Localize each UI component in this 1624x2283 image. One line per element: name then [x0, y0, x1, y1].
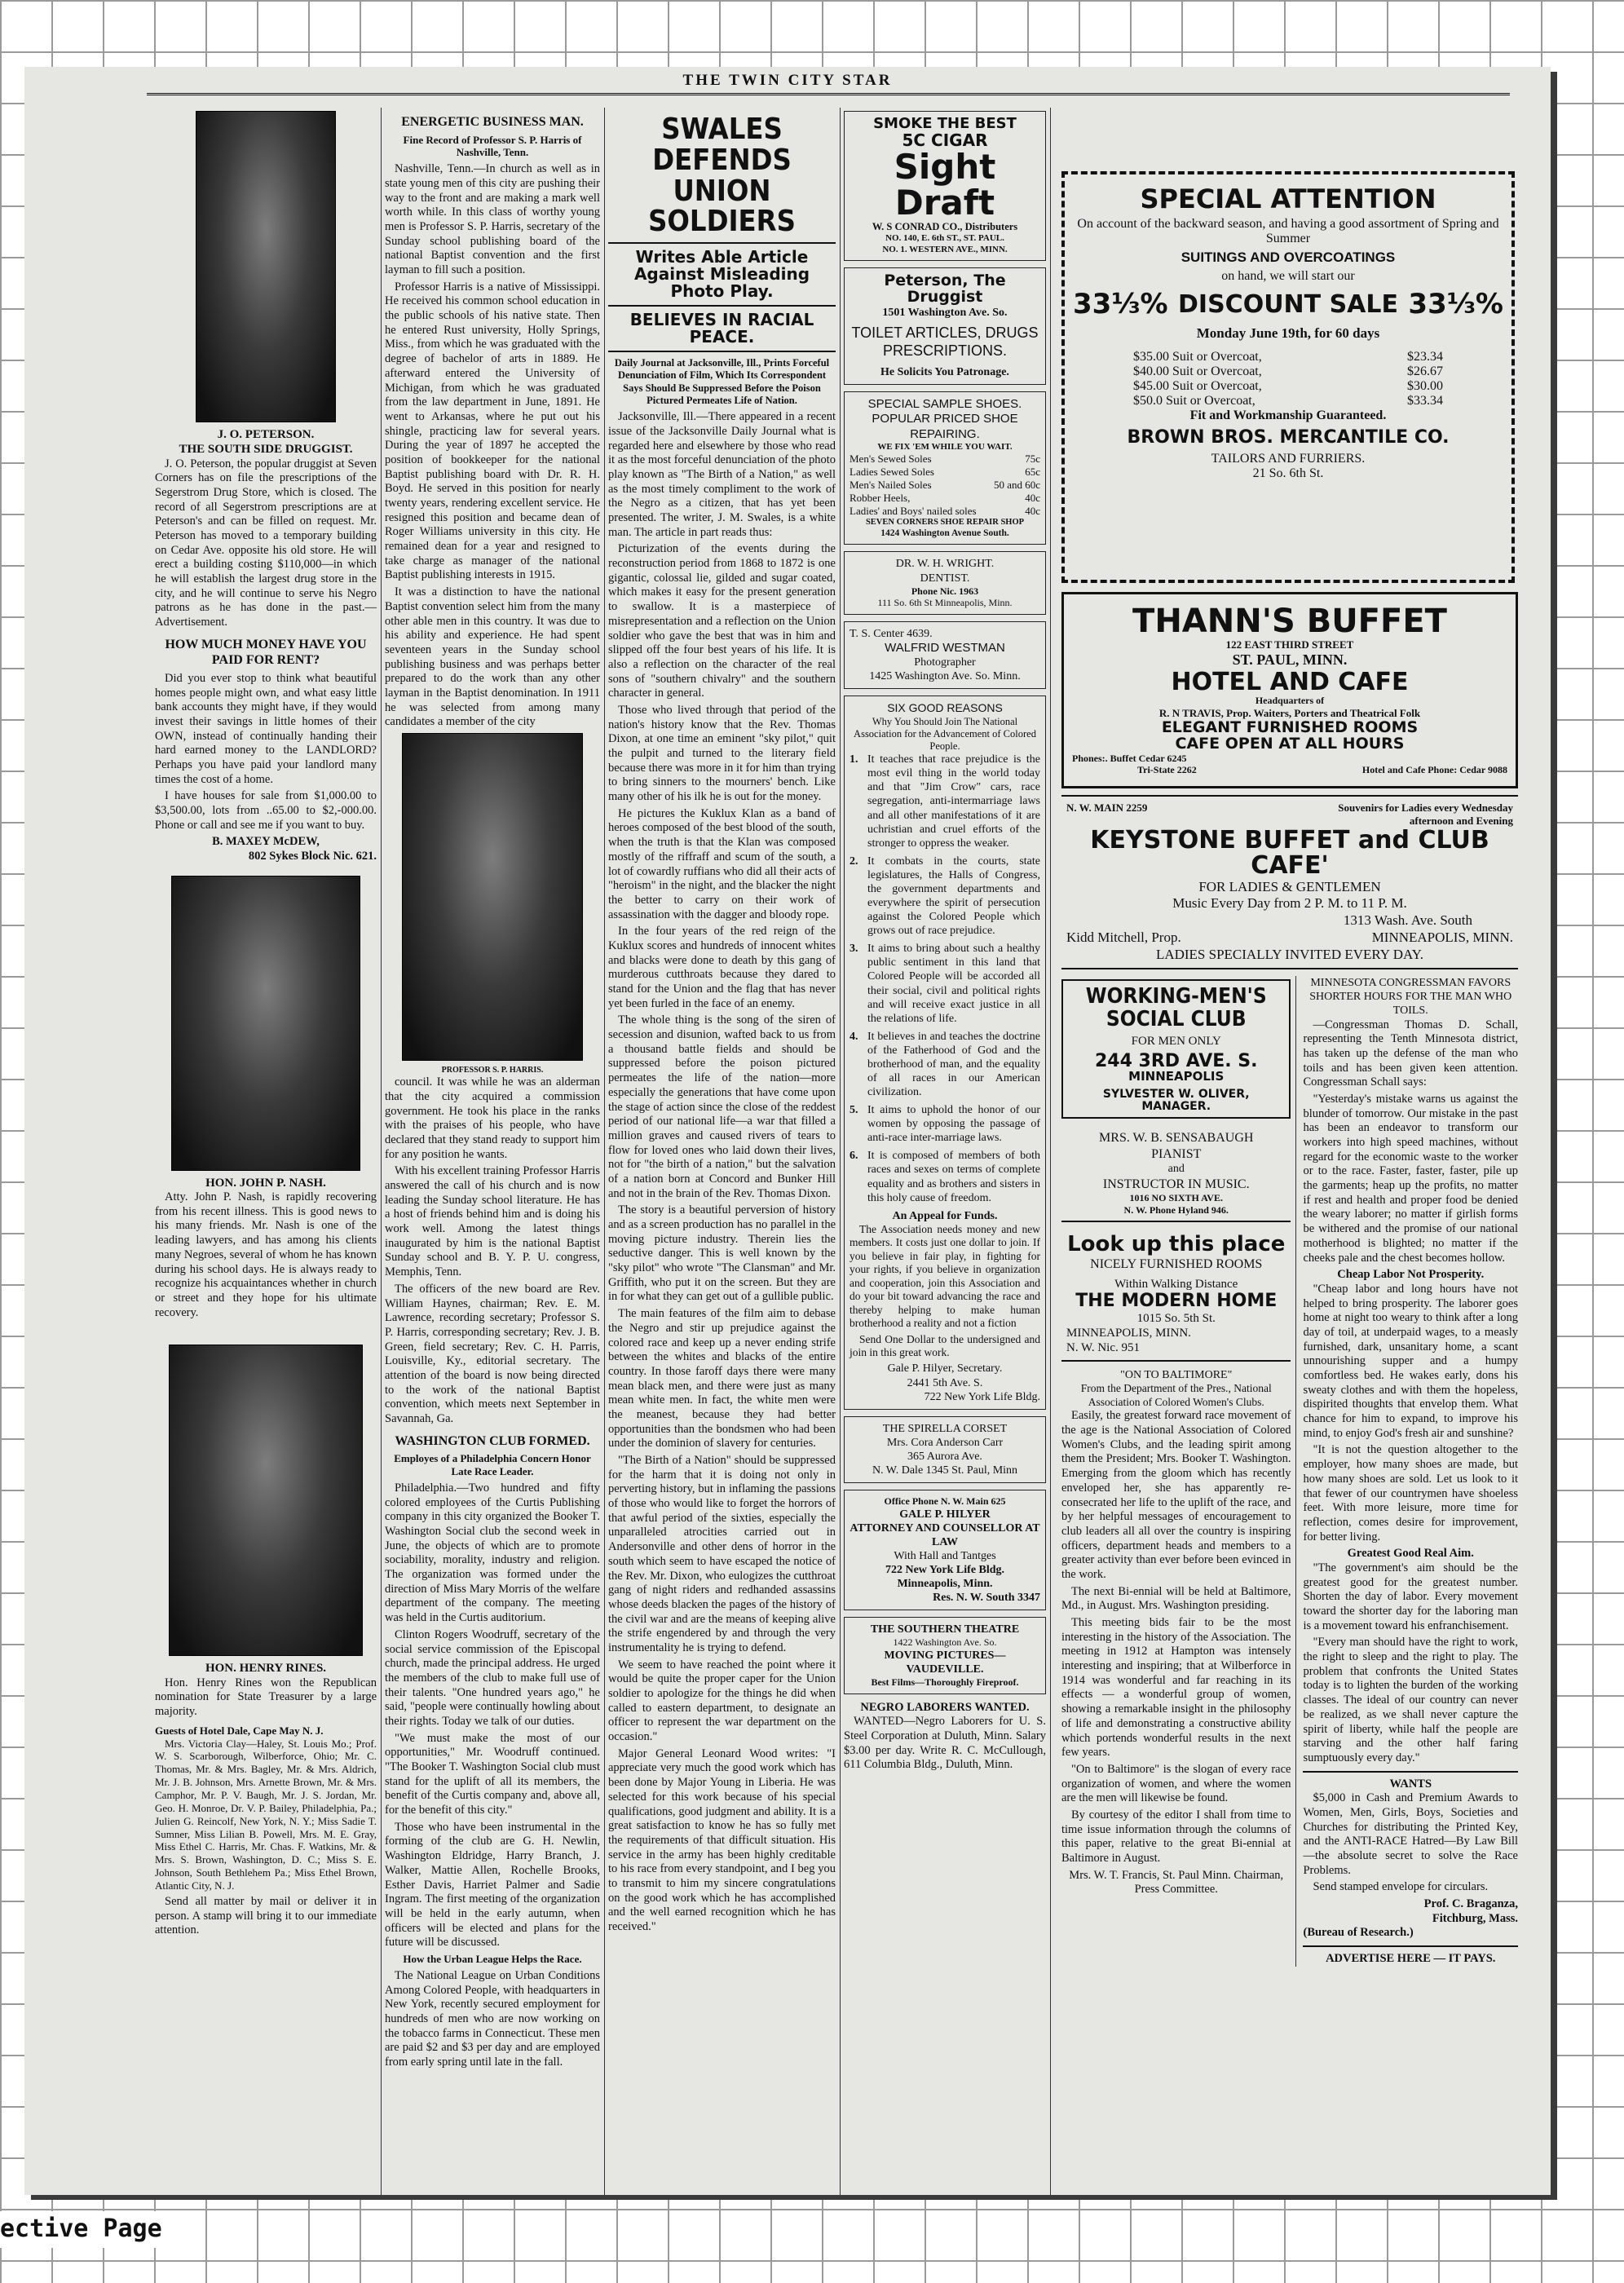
price-row [1133, 364, 1443, 379]
ad-line: 1422 Washington Ave. So. [893, 1636, 997, 1649]
article-text: Mrs. Victoria Clay—Haley, St. Louis Mo.; Prof. W. S. Scarborough, Wilberforce, Ohio; Mr. C. Thomas, Mr. & Mrs. Bagley, Mr. & Mrs. Aldrich, Mr. J. B. Johnson, Mrs. Arnette Brown, Mr. & Mrs. Camphor, Mr. P. V. Baugh, Mr. J. S. Jordan, Mr. Geo. H. Monroe, Dr. V. P. Bailey, Philadelphia, Pa.; Julien G. Reincolf, New York, N. Y.; Miss Sadie T. Sumner, Miss Lilian B. Powell, Mrs. M. E. Gray, Miss Ethel C. Harris, Mr. Chas. F. Watkins, Mr. & Mrs. S. Brown, Washington, D. C.; Miss S. E. Johnson, South Bethlehem Pa.; Miss Ethel Brown, Atlantic City, N. J. [155, 1737, 377, 1892]
article-text: This meeting bids fair to be the most interesting in the history of the Association. The meeting in 1912 at Hampton was intensely interesting and inspiring; that at Wilberforce in 1914 was wonderful and far reaching in its effects — a wonderful group of women, showing a remarkable insight in the philosophy of life and demonstrating a constructive ability which portends wonderful results in the next few years. [1061, 1616, 1291, 1760]
headline: Guests of Hotel Dale, Cape May N. J. [155, 1724, 324, 1737]
ad-line: Res. N. W. South 3347 [933, 1592, 1040, 1605]
ad-line: NO. 140, E. 6th ST., ST. PAUL. [885, 233, 1004, 244]
ad-line: 1425 Washington Ave. So. Minn. [869, 670, 1021, 683]
ad-line: N. W. Dale 1345 St. Paul, Minn [872, 1464, 1018, 1477]
attorney-ad [844, 1490, 1046, 1610]
photo-nash [171, 876, 360, 1171]
keystone-buffet-ad [1061, 795, 1518, 969]
newspaper-page [24, 67, 1551, 2195]
article-text: It was a distinction to have the national Baptist convention select him from the many other able men in this country. It was due to his ability and experience. He had spent seventeen years in the Sunday school publishing business and was perhaps better prepared to do the work than any other layman in the Baptist denomination. In 1911 he was selected from among many candidates a member of the city [385, 585, 600, 729]
price-list [850, 453, 1040, 517]
ad-heading: DISCOUNT SALE [1178, 289, 1398, 319]
ad-line: SEVEN CORNERS SHOE REPAIR SHOP [865, 517, 1025, 527]
article-text: I have houses for sale from $1,000.00 to $3,500.00, lots from ..65.00 to $2,-000.00. Phone or call and see me if you want to buy. [155, 789, 377, 832]
article-text: "Yesterday's mistake warns us against the blunder of tomorrow. Our mistake in the past has been an endeavor to transform our workers into high speed machines, without regard for the economic waste to the worker or to the race. Faster, faster, faster, pile up the garments; heap up the profits, no matter if rest and health and proper food be denied the weary laborer; no matter if girlish forms be withered and the promise of our national motherhood is blighted; no matter if the cheeks pale and the chest becomes hollow. [1303, 1092, 1518, 1265]
article-text: "On to Baltimore" is the slogan of every race organization of women, and where the women are the men will likewise be found. [1061, 1762, 1291, 1805]
ad-brand: Sight Draft [894, 146, 996, 223]
ad-line: Headquarters of [1255, 695, 1325, 707]
reasons-list [850, 753, 1040, 1204]
price-item: $40.00 Suit or Overcoat, [1133, 364, 1262, 379]
divider [608, 351, 836, 352]
article-text: In the four years of the red reign of the Kuklux scores and hundreds of innocent whites and blacks were done to death by this gang of murderous cutthroats because they dared to stand for the Union and the flag that has never yet been furled in the face of an enemy. [608, 925, 836, 1010]
headline: THE SOUTH SIDE DRUGGIST. [179, 443, 353, 457]
ad-line: Phone Nic. 1963 [911, 585, 979, 597]
cigar-ad [844, 111, 1046, 261]
ad-line: 5C CIGAR [902, 130, 988, 150]
article-text: With his excellent training Professor Harris answered the call of his church and is now leading the Sunday school literature. He has a host of friends behind him and is doing his work well. Among the latest things inaugurated by him is the national Baptist Sunday school and B. Y. P. U. congress, Memphis, Tenn. [385, 1164, 600, 1279]
signature: Mrs. W. T. Francis, St. Paul Minn. Chairman, Press Committee. [1069, 1868, 1284, 1897]
ad-line: on hand, we will start our [1221, 268, 1355, 283]
article-text: Did you ever stop to think what beautiful homes people might own, and what easy little bank accounts they might have, if they would invest their savings in little homes of their OWN, instead of continually handing their hard earned money to the LANDLORD? Perhaps you have paid your landlord many times the cost of a home. [155, 671, 377, 786]
headline: NEGRO LABORERS WANTED. [860, 1700, 1030, 1714]
ad-line: MRS. W. B. SENSABAUGH [1099, 1131, 1254, 1146]
ad-line: N. W. MAIN 2259 [1066, 801, 1148, 814]
divider [1303, 1771, 1518, 1773]
reason-number: 4. [850, 1030, 858, 1043]
column-2 [385, 108, 600, 2179]
article-text: "Cheap labor and long hours have not helped to bring prosperity. The laborer goes home at night too weary to think after a long day of toil, at underpaid wages, to a measly furnished, dark, unsanitary home, a scant unnourishing supper and a humpy comfortless bed. He wakes early, dons his sweaty clothes and with them the hopeless, dispirited thoughts that envelop them. What chance for him to expand, to improve his mind, to enjoy God's fresh air and sunshine? [1303, 1282, 1518, 1440]
column-3 [608, 108, 836, 2179]
ad-heading: KEYSTONE BUFFET and CLUB CAFE' [1090, 825, 1489, 881]
reason-number: 6. [850, 1150, 858, 1163]
ad-line: NO. 1. WESTERN AVE., MINN. [882, 244, 1008, 254]
photo-caption: HON. HENRY RINES. [205, 1662, 327, 1676]
price-value: $23.34 [1407, 350, 1443, 364]
reason-text: It believes in and teaches the doctrine of the Fatherhood of God and the brotherhood of man, and the equality of all races in our American civilization. [867, 1030, 1040, 1099]
ad-line: MINNEAPOLIS [1128, 1069, 1225, 1084]
ad-line: 21 So. 6th St. [1252, 466, 1324, 481]
headline: WASHINGTON CLUB FORMED. [395, 1433, 590, 1448]
ad-line: ST. PAUL, MINN. [1232, 651, 1348, 668]
ad-line: Peterson, The Druggist [884, 272, 1006, 307]
reason-item [850, 942, 1040, 1025]
signature: B. MAXEY McDEW, [212, 835, 320, 849]
article-text: "The government's aim should be the greatest good for the greatest number. Shorten the day of labor. Every movement toward the shorter day for the laboring man is a movement toward his enfranchisement. [1303, 1561, 1518, 1632]
ad-line: 111 So. 6th St Minneapolis, Minn. [877, 597, 1013, 609]
ad-line: N. W. Nic. 951 [1066, 1341, 1140, 1355]
price-row [850, 505, 1040, 518]
ad-heading: BROWN BROS. MERCANTILE CO. [1127, 427, 1450, 448]
discount-figure: 33⅓% [1073, 287, 1168, 320]
price-row [850, 479, 1040, 492]
notice-subheading: Why You Should Join The National Association for the Advancement of Colored People. [854, 715, 1036, 752]
ad-line: W. S CONRAD CO., Distributers [872, 221, 1018, 233]
ad-line: SPECIAL SAMPLE SHOES. [867, 397, 1022, 412]
price-item: Men's Sewed Soles [850, 453, 932, 466]
modern-home-ad [1061, 1229, 1291, 1362]
article-text: "We must make the most of our opportunities," Mr. Woodruff continued. "The Booker T. Washington Social club must stand for the uplift of all its members, the benefit of the Curtis company and, above all, for the benefit of this city." [385, 1731, 600, 1817]
ad-line: SMOKE THE BEST [873, 115, 1017, 132]
ad-line: and [1167, 1163, 1185, 1176]
price-row [1133, 394, 1443, 408]
ad-line: Office Phone N. W. Main 625 [884, 1495, 1006, 1507]
ad-line: 1501 Washington Ave. So. [882, 307, 1008, 320]
page-tab-label: ective Page [0, 2211, 170, 2248]
price-row [1133, 379, 1443, 394]
photo-rines [169, 1345, 363, 1656]
notice-text: Send One Dollar to the undersigned and join in this great work. [850, 1332, 1040, 1358]
ad-line: T. S. Center 4639. [850, 627, 933, 640]
reason-number: 3. [850, 943, 858, 956]
ad-line: WALFRID WESTMAN [885, 640, 1005, 655]
price-item: Ladies Sewed Soles [850, 466, 934, 479]
column-divider [381, 108, 382, 2195]
reason-item [850, 1149, 1040, 1204]
corset-ad [844, 1416, 1046, 1483]
article-text: The story is a beautiful perversion of history and as a screen production has no parallel in the moving picture industry. Therein lies the seductive danger. This is well known by the "sky pilot" who wrote "The Clansman" and Mr. Griffith, who put it on the screen. But they are in for what they can get out of a gullible public. [608, 1203, 836, 1304]
price-item: Men's Nailed Soles [850, 479, 932, 492]
ad-line: 1313 Wash. Ave. South [1343, 912, 1472, 929]
article-text: council. It was while he was an alderman that the city acquired a commission government. He took his place in the ranks with the praises of his people, who have declared that they stand ready to support him for any position he wants. [385, 1075, 600, 1161]
ad-line: FOR MEN ONLY [1131, 1034, 1221, 1048]
column-divider [1050, 108, 1051, 2195]
ad-line: Mrs. Cora Anderson Carr [886, 1436, 1004, 1449]
ad-line: Within Walking Distance [1114, 1278, 1238, 1292]
column-divider [604, 108, 605, 2195]
column-divider [840, 108, 841, 2195]
reason-item [850, 753, 1040, 850]
photo-harris [402, 733, 583, 1061]
ad-line: SUITINGS AND OVERCOATINGS [1180, 249, 1396, 265]
photo-caption: HON. JOHN P. NASH. [205, 1176, 326, 1190]
article-text: By courtesy of the editor I shall from time to time issue information through the columns of this paper, relative to the great Bi-ennial at Baltimore in August. [1061, 1808, 1291, 1866]
price-row [850, 492, 1040, 505]
price-item: $50.0 Suit or Overcoat, [1133, 394, 1256, 408]
ad-line: POPULAR PRICED SHOE REPAIRING. [872, 412, 1018, 441]
ad-line: THE SOUTHERN THEATRE [870, 1623, 1020, 1636]
dentist-ad [844, 551, 1046, 614]
ad-line: NICELY FURNISHED ROOMS [1090, 1256, 1263, 1271]
ad-line: 244 3RD AVE. S. [1094, 1051, 1258, 1072]
ad-heading: THANN'S BUFFET [1132, 603, 1447, 640]
price-row [850, 453, 1040, 466]
reason-text: It combats in the courts, state legislatures, the Halls of Congress, the government departments and everywhere the spirit of persecution against the Colored People which grows out of race prejudice. [867, 854, 1040, 938]
headline: HOW MUCH MONEY HAVE YOU PAID FOR RENT? [165, 637, 367, 668]
price-row [850, 466, 1040, 479]
divider [608, 305, 836, 307]
subheadline: Employes of a Philadelphia Concern Honor Late Race Leader. [394, 1452, 591, 1478]
theatre-ad [844, 1617, 1046, 1693]
column-1 [155, 108, 377, 2179]
headline: ENERGETIC BUSINESS MAN. [401, 115, 584, 129]
advertise-notice: ADVERTISE HERE — IT PAYS. [1326, 1952, 1496, 1966]
ad-line: Souvenirs for Ladies every Wednesday afternoon and Evening [1338, 801, 1513, 827]
subheadline: Greatest Good Real Aim. [1347, 1547, 1474, 1561]
article-text: Major General Leonard Wood writes: "I appreciate very much the good work which has been done by Major Young in Liberia. He was selected for this work because of his special qualifications, good judgment and ability. It is a great satisfaction to know he has so fully met the requirements of that difficult situation. His service in the army has been highly creditable to his race from every standpoint, and I beg you to transmit to him my sincere congratulations on the good work which he has accomplished and the well earned recognition which he has received." [608, 1746, 836, 1933]
address: (Bureau of Research.) [1303, 1926, 1414, 1940]
ad-line: PIANIST [1151, 1146, 1202, 1161]
headline: "ON TO BALTIMORE" [1120, 1369, 1233, 1382]
ad-line: 365 Aurora Ave. [907, 1450, 982, 1463]
ad-line: 122 EAST THIRD STREET [1225, 638, 1354, 651]
article-text: Easily, the greatest forward race movement of the age is the National Association of Colored Women's Clubs, and the leading spirit among them the President; Mrs. Booker T. Washington. Emerging from the gloom which has recently enveloped her, she has apparently re-consecrated her life to the uplift of the race, and by her helpful messages of encouragement to club leaders all all over the country is inspiring officers, department heads and members to a greater activity than ever before been evinced in the work. [1061, 1409, 1291, 1581]
price-list [1133, 350, 1443, 408]
ad-heading: HOTEL AND CAFE [1171, 667, 1409, 696]
ad-line: ELEGANT FURNISHED ROOMS [1161, 718, 1419, 736]
ad-line: He Solicits You Patronage. [880, 366, 1009, 378]
ad-line: 1424 Washington Avenue South. [880, 528, 1009, 539]
reason-number: 1. [850, 753, 858, 766]
reason-item [850, 1103, 1040, 1145]
notice-heading: An Appeal for Funds. [892, 1209, 998, 1222]
article-text: —Congressman Thomas D. Schall, representing the Tenth Minnesota district, has taken up the defense of the man who toils and has been given keen attention. Congressman Schall says: [1303, 1018, 1518, 1089]
ad-heading: WORKING-MEN'S SOCIAL CLUB [1085, 984, 1267, 1031]
column-4 [844, 108, 1046, 2179]
photographer-ad [844, 621, 1046, 690]
price-value: $33.34 [1407, 394, 1443, 408]
reason-text: It is composed of members of both races and sexes on terms of complete equality and as brothers and sisters in this holy cause of freedom. [867, 1150, 1040, 1204]
article-text: The next Bi-ennial will be held at Baltimore, Md., in August. Mrs. Washington presiding. [1061, 1584, 1291, 1613]
ad-line: MOVING PICTURES—VAUDEVILLE. [884, 1649, 1006, 1676]
column-5 [1061, 589, 1518, 2187]
ad-line: Monday June 19th, for 60 days [1196, 325, 1380, 342]
reason-item [850, 854, 1040, 938]
subcolumn-right [1303, 976, 1518, 1967]
article-text: He pictures the Kuklux Klan as a band of heroes composed of the best blood of the south, when the truth is that the Klan was composed mostly of the riffraff and scum of the south, a lot of cowardly ruffians who did all their acts of "heroism" in the night, and the blacker the night the better to carry on their work of assassination with the dagger and bloody rope. [608, 806, 836, 921]
ad-line: 722 New York Life Bldg. [885, 1563, 1005, 1576]
article-text: Hon. Henry Rines won the Republican nomination for State Treasurer by a large majority. [155, 1676, 377, 1718]
naacp-notice [844, 695, 1046, 1409]
divider [1303, 1945, 1518, 1947]
ad-line: Hotel and Cafe Phone: Cedar 9088 [1361, 764, 1507, 776]
address: 722 New York Life Bldg. [924, 1390, 1040, 1403]
price-value: 75c [1025, 453, 1040, 466]
article-text: Those who have been instrumental in the forming of the club are G. H. Newlin, Washington Eldridge, Harry Branch, J. Walker, Mattie Allen, Rochelle Brooks, Esther Davis, Harriet Palmer and Sadie Ingram. The first meeting of the organization will be held in the early autumn, when officers will be elected and plans for the future will be discussed. [385, 1820, 600, 1950]
article-text: Philadelphia.—Two hundred and fifty colored employees of the Curtis Publishing company in this city organized the Booker T. Washington Social club the second week in June, the objects of which are to promote sociability, morality, industry and religion. The organization was formed under the direction of Miss Mary Morris of the welfare department of the company. The meeting was held in the Curtis auditorium. [385, 1481, 600, 1625]
article-text: $5,000 in Cash and Premium Awards to Women, Men, Girls, Boys, Societies and Churches for distributing the Printed Key, and the ANTI-RACE Hatred—By Law Bill—the absolute secret to solve the Race Problems. [1303, 1791, 1518, 1877]
discount-figure: 33⅓% [1408, 287, 1503, 320]
article-text: J. O. Peterson, the popular druggist at Seven Corners has on file the prescriptions of the Segerstrom Drug Store, which is closed. The record of all Segerstrom prescriptions are at Peterson's and can be filled on request. Mr. Peterson has moved to a temporary building on Cedar Ave. opposite his old store. He will erect a building costing $110,000—in which he will establish the largest drug store in the city, and he will continue to serve his Negro patrons as he has done in the past.—Advertisement. [155, 457, 377, 629]
notice-text: The Association needs money and new members. It costs just one dollar to join. If you believe in fair play, in fighting for your rights, if you believe in organization and cooperation, join this Association and do your bit toward advancing the race and thereby helping to make human brotherhood a reality and not a fiction [850, 1222, 1040, 1330]
address: 802 Sykes Block Nic. 621. [248, 850, 377, 863]
price-value: $26.67 [1407, 364, 1443, 379]
photo-caption: J. O. PETERSON. [217, 428, 315, 441]
subcolumn-left [1061, 976, 1296, 1967]
ad-line: Best Films—Thoroughly Fireproof. [871, 1676, 1019, 1689]
ad-heading: Look up this place [1067, 1232, 1286, 1257]
article-text: Send all matter by mail or deliver it in person. A stamp will bring it to our immediate attention. [155, 1894, 377, 1937]
article-text: "It is not the question altogether to the employer, how many shoes are made, but how many shoes are sold. Let us look to it that fewer of our countrymen have shoeless feet. With more leisure, more time for reflection, comes desire for improvement, for better living. [1303, 1443, 1518, 1543]
ad-line: ATTORNEY AND COUNSELLOR AT LAW [850, 1521, 1040, 1548]
reason-text: It teaches that race prejudice is the most evil thing in the world today and that "Jim Crow" cars, race segregation, anti-intermarriage laws and all other manifestations of it are uchristian and cruel efforts of the stronger to oppress the weaker. [867, 753, 1040, 850]
article-text: Atty. John P. Nash, is rapidly recovering from his recent illness. This is good news to his many friends. Mr. Nash is one of the leading lawyers, and has among his clients many Negroes, several of whom he has known during his school days. He is always ready to recognize his acquaintances whether in church or street and they hope for his ultimate recovery. [155, 1190, 377, 1319]
headline: SWALES DEFENDS UNION SOLDIERS [648, 113, 796, 239]
price-item: $45.00 Suit or Overcoat, [1133, 379, 1262, 394]
ad-line: 1015 So. 5th St. [1136, 1311, 1216, 1325]
ad-line: TAILORS AND FURRIERS. [1211, 452, 1366, 466]
ad-line: Tri-State 2262 [1137, 764, 1197, 776]
signature: Gale P. Hilyer, Secretary. [887, 1362, 1003, 1376]
price-item: Ladies' and Boys' nailed soles [850, 504, 977, 517]
druggist-ad [844, 267, 1046, 385]
ad-line: WE FIX 'EM WHILE YOU WAIT. [877, 441, 1013, 452]
price-value: 40c [1025, 491, 1040, 504]
article-text: Jacksonville, Ill.—There appeared in a recent issue of the Jacksonville Daily Journal what is regarded here and elsewhere by those who read it as the most forceful denunciation of the photo play known as "The Birth of a Nation," as well as the most timely compliment to the work of the Negro as a citizen, that has yet been presented. The writer, J. M. Swales, is a white man. The article in part reads thus: [608, 410, 836, 539]
subheadline: Fine Record of Professor S. P. Harris of Nashville, Tenn. [403, 133, 582, 159]
article-text: Send stamped envelope for circulars. [1313, 1880, 1489, 1894]
article-text: "The Birth of a Nation" should be suppressed for the harm that it is doing not only in perverting history, but in inflaming the passions of those who would like to forget the horrors of that awful period of the sixties, especially the unparalleled atrocities carried out in Andersonville and other dens of horror in the south which seem to have escaped the notice of the Rev. Mr. Dixon, who eulogizes the cutthroat gang of night riders and redhanded assassins whose deeds blacken the pages of the history of the civil war and are the means of keeping alive the strife engendered by and through the very instrumentality he is trying to defend. [608, 1454, 836, 1654]
ad-heading: SPECIAL ATTENTION [1140, 183, 1436, 214]
headline: WANTS [1389, 1777, 1432, 1791]
address: Fitchburg, Mass. [1432, 1911, 1518, 1925]
ad-heading: THE MODERN HOME [1075, 1291, 1278, 1312]
photo-peterson [196, 111, 336, 422]
photo-caption: PROFESSOR S. P. HARRIS. [441, 1066, 544, 1075]
price-value: 50 and 60c [993, 479, 1040, 492]
article-text: We seem to have reached the point where it would be quite the proper caper for the Union soldier to apologize for the things he did when called to eastern department, to designate an officer to represent the war department on the occasion." [608, 1658, 836, 1744]
ad-line: GALE P. HILYER [899, 1508, 991, 1521]
working-mens-club-ad [1061, 979, 1291, 1119]
reason-item [850, 1030, 1040, 1099]
reason-number: 5. [850, 1104, 858, 1117]
ad-line: THE SPIRELLA CORSET [882, 1422, 1008, 1435]
thanns-buffet-ad [1061, 592, 1518, 788]
ad-line: MINNEAPOLIS, MINN. [1066, 1326, 1191, 1340]
ad-line: R. N TRAVIS, Prop. Waiters, Porters and Theatrical Folk [1158, 706, 1421, 719]
notice-heading: SIX GOOD REASONS [887, 701, 1003, 715]
ad-line: Minneapolis, Minn. [897, 1578, 993, 1590]
reason-text: It aims to bring about such a healthy public sentiment in this land that Colored People will be accorded all their social, civil and political rights and will receive exact justice in all the relations of life. [867, 943, 1040, 1025]
ad-line: LADIES SPECIALLY INVITED EVERY DAY. [1155, 946, 1424, 962]
ad-line: DR. W. H. WRIGHT. [895, 558, 995, 571]
ad-line: INSTRUCTOR IN MUSIC. [1102, 1177, 1250, 1191]
discount-sale-ad [1061, 171, 1515, 583]
ad-line: Music Every Day from 2 P. M. to 11 P. M. [1172, 895, 1407, 912]
shoe-repair-ad [844, 391, 1046, 545]
subheadline: From the Department of the Pres., National Association of Colored Women's Clubs. [1080, 1382, 1272, 1408]
masthead: THE TWIN CITY STAR [682, 72, 893, 89]
reason-text: It aims to uphold the honor of our women by opposing the passage of anti-race inter-marriage laws. [867, 1104, 1040, 1145]
price-item: $35.00 Suit or Overcoat, [1133, 350, 1262, 364]
article-text: Professor Harris is a native of Mississippi. He received his common school education in the public schools of his native state. Then he entered Rust university, Holly Springs, Miss., from which he was graduated with the degree of bachelor of arts in 1889. He afterward entered the University of Michigan, from which he was graduated from the law department in June, 1891. He went to Arkansas, where he put out his shingle, practicing law for several years. During the year of 1897 he accepted the position of bookkeeper for the national Baptist publishing board with Dr. R. H. Boyd. He served in this position for nearly twenty years, rendering excellent service. He resigned this position and became dean of Roger Williams university in this city. He remained dean for a year and resigned to take charge as manager of the national Baptist publishing interests in 1915. [385, 280, 600, 582]
price-row [1133, 350, 1443, 364]
subheadline: Writes Able Article Against Misleading Photo Play. [633, 247, 810, 302]
divider [608, 242, 836, 244]
ad-line: With Hall and Tantges [894, 1549, 996, 1562]
headline: MINNESOTA CONGRESSMAN FAVORS SHORTER HOURS FOR THE MAN WHO TOILS. [1309, 977, 1512, 1018]
price-item: Robber Heels, [850, 491, 911, 504]
ad-line: TOILET ARTICLES, DRUGS PRESCRIPTIONS. [851, 325, 1039, 360]
address: 2441 5th Ave. S. [907, 1376, 983, 1389]
article-text: Picturization of the events during the reconstruction period from 1868 to 1872 is one gigantic, colossal lie, gilded and sugar coated, which makes it easy for the present generation to swallow. It is a masterpiece of misrepresentation and a reflection on the Union soldier who gave the best that was in him and slipped off the four best years of his life. It is also a reflection on the character of the real sons of "southern chivalry" and the southern character in general. [608, 542, 836, 700]
ad-line: Fit and Workmanship Guaranteed. [1189, 408, 1387, 423]
ad-line: 1016 NO SIXTH AVE. [1129, 1192, 1223, 1204]
reason-number: 2. [850, 854, 858, 868]
ad-line: Photographer [914, 656, 976, 669]
ad-line: N. W. Phone Hyland 946. [1123, 1203, 1229, 1216]
subheadline: Cheap Labor Not Prosperity. [1337, 1268, 1485, 1282]
subheadline: BELIEVES IN RACIAL PEACE. [629, 310, 814, 347]
ad-line: Kidd Mitchell, Prop. [1066, 929, 1181, 945]
article-text: "Every man should have the right to work, the right to sleep and the right to play. The problem that confronts the United States today is to lighten the burden of the working classes. The ideal of our country can never be realized, as we shall never capture the spirit of liberty, while half the people are starving and the other half faring sumptuously every day." [1303, 1636, 1518, 1764]
article-text: The National League on Urban Conditions Among Colored People, with headquarters in New York, recently secured employment for hundreds of men who are now working on the tobacco farms in Connecticut. These men are paid $2 and $3 per day and are employed from early spring until late in the fall. [385, 1968, 600, 2069]
masthead-rule [147, 93, 1510, 95]
article-text: Those who lived through that period of the nation's history know that the Rev. Thomas Dixon, at one time an eminent "sky pilot," quit the pulpit and turned to the literary field because there was more in it for him than trying to bring sinners to the mourners' bench. Like many other of his ilk he is out for the money. [608, 703, 836, 804]
ad-line: FOR LADIES & GENTLEMEN [1198, 878, 1381, 894]
ad-line: MINNEAPOLIS, MINN. [1371, 929, 1513, 945]
article-text: The whole thing is the song of the siren of secession and disunion, wafted back to us from a thousand battle fields and should be suppressed before the poison pictured permeates the life of the nation—more especially the generations that have come upon the stage of action since the close of the reddest period of our national life—a war that filled a million graves and caused rivers of tears to flow for loved ones who laid down their lives, not for "the birth of a nation," but the salvation of a nation born at Concord and Bunker Hill and not in the brain of the Rev. Thomas Dixon. [608, 1013, 836, 1200]
price-value: 40c [1025, 504, 1040, 517]
ad-line: CAFE OPEN AT ALL HOURS [1175, 734, 1405, 753]
price-value: $30.00 [1407, 379, 1443, 394]
piano-instructor-ad [1061, 1125, 1291, 1222]
subheadline: How the Urban League Helps the Race. [403, 1952, 582, 1965]
price-value: 65c [1025, 466, 1040, 479]
article-text: The officers of the new board are Rev. William Haynes, chairman; Rev. E. M. Lawrence, recording secretary; Professor S. P. Harris, corresponding secretary; Rev. J. B. Green, field secretary; Rev. C. H. Parris, Louisville, Ky., editorial secretary. The attention of the board is now being directed to the work of the national Baptist convention, which meets next September in Savannah, Ga. [385, 1282, 600, 1426]
signature: Prof. C. Braganza, [1423, 1897, 1518, 1911]
article-text: WANTED—Negro Laborers for U. S. Steel Corporation at Duluth, Minn. Salary $3.00 per day. Write R. C. McCullough, 611 Columbia Bldg., Duluth, Minn. [844, 1715, 1046, 1772]
ad-line: DENTIST. [920, 572, 970, 585]
article-text: The main features of the film aim to debase the Negro and stir up prejudice against the colored race and keep up a never ending strife between the whites and blacks of the entire country. In those faroff days there were many mean black men, and there were just as many mean white men. In fact, the white men were the meanest, because they had better opportunities than the bondsmen who had been under the dominion of slavery for centuries. [608, 1307, 836, 1451]
ad-line: Phones:. Buffet Cedar 6245 [1072, 752, 1187, 764]
ad-line: SYLVESTER W. OLIVER, MANAGER. [1102, 1088, 1250, 1113]
article-text: Nashville, Tenn.—In church as well as in state young men of this city are pushing their way to the front and are making a mark well worth while. In this class of worthy young men is Professor S. P. Harris, secretary of the Sunday school publishing board of the national Baptist convention and the first layman to fill such a position. [385, 162, 600, 277]
ad-line: On account of the backward season, and having a good assortment of Spring and Summer [1077, 216, 1499, 245]
subheadline: Daily Journal at Jacksonville, Ill., Prints Forceful Denunciation of Film, Which Its Correspondent Says Should Be Suppressed Before the Poison Pictured Permeates Life of Nation. [614, 357, 830, 406]
article-text: Clinton Rogers Woodruff, secretary of the social service commission of the Episcopal church, made the principal address. He urged the members of the club to make full use of their talents. "One hundred years ago," he said, "people were continually howling about their rights. Today we talk of our duties. [385, 1627, 600, 1728]
